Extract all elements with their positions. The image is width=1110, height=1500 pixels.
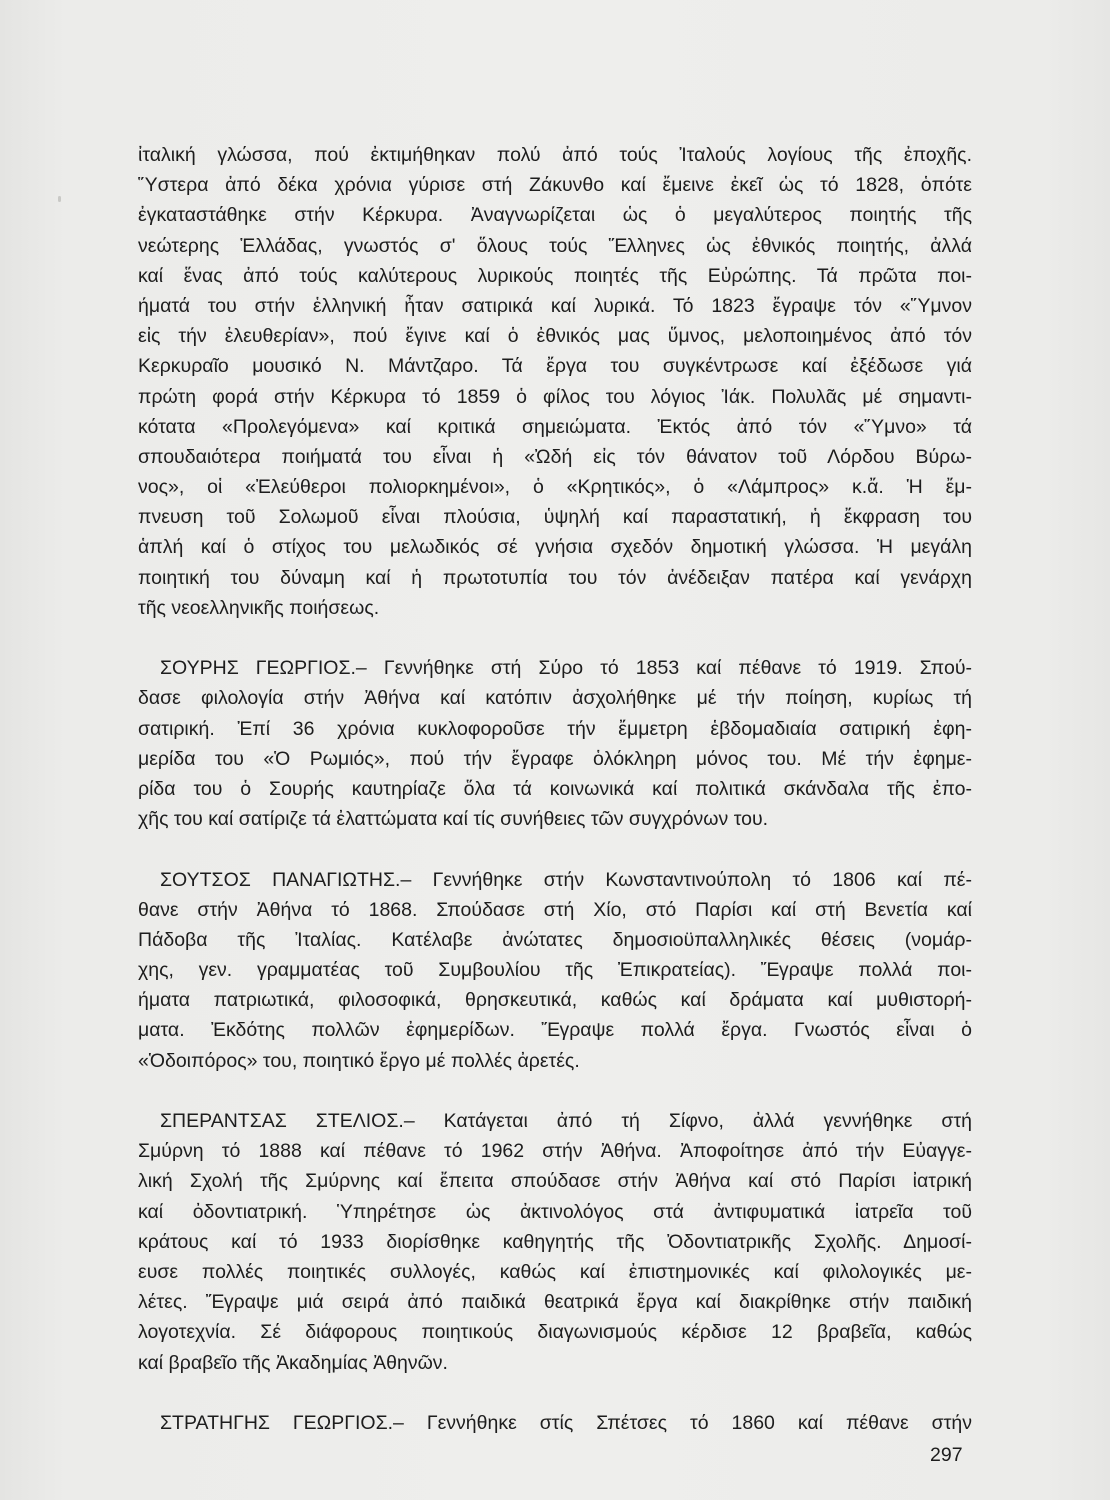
entry-heading-line: ΣΟΥΤΣΟΣ ΠΑΝΑΓΙΩΤΗΣ.– Γεννήθηκε στήν Κωνσταντινούπολη τό 1806 καί πέ- <box>160 868 972 891</box>
text-line: ποιητική του δύναμη καί ἡ πρωτοτυπία του τόν ἀνέδειξαν πατέρα καί γενάρχη <box>138 566 972 589</box>
paper-speck <box>58 196 61 202</box>
entry-heading-line: ΣΤΡΑΤΗΓΗΣ ΓΕΩΡΓΙΟΣ.– Γεννήθηκε στίς Σπέτσες τό 1860 καί πέθανε στήν <box>160 1411 972 1434</box>
text-line: καί ἕνας ἀπό τούς καλύτερους λυρικούς ποιητές τῆς Εὐρώπης. Τά πρῶτα ποι- <box>138 264 972 287</box>
text-body <box>138 140 972 1438</box>
text-line: ρίδα του ὁ Σουρής καυτηρίαζε ὅλα τά κοινωνικά καί πολιτικά σκάνδαλα τῆς ἐπο- <box>138 777 972 800</box>
paragraph-gap <box>138 834 972 864</box>
text-line: Σμύρνη τό 1888 καί πέθανε τό 1962 στήν Ἀθήνα. Ἀποφοίτησε ἀπό τήν Εὐαγγε- <box>138 1140 972 1163</box>
paragraph-gap <box>138 1378 972 1408</box>
entry-heading-line: ΣΟΥΡΗΣ ΓΕΩΡΓΙΟΣ.– Γεννήθηκε στή Σύρο τό 1853 καί πέθανε τό 1919. Σπού- <box>160 657 972 680</box>
text-line: ευσε πολλές ποιητικές συλλογές, καθώς καί ἐπιστημονικές καί φιλολογικές με- <box>138 1260 972 1283</box>
text-line: τῆς νεοελληνικῆς ποιήσεως. <box>138 596 380 619</box>
paragraph-gap <box>138 1076 972 1106</box>
entry-heading-line: ΣΠΕΡΑΝΤΣΑΣ ΣΤΕΛΙΟΣ.– Κατάγεται ἀπό τή Σίφνο, ἀλλά γεννήθηκε στή <box>160 1110 972 1132</box>
text-line: μερίδα του «Ὁ Ρωμιός», πού τήν ἔγραφε ὁλόκληρη μόνος του. Μέ τήν ἐφημε- <box>138 747 972 770</box>
text-line: λική Σχολή τῆς Σμύρνης καί ἔπειτα σπούδασε στήν Ἀθήνα καί στό Παρίσι ἰατρική <box>138 1170 972 1193</box>
text-line: ἐγκαταστάθηκε στήν Κέρκυρα. Ἀναγνωρίζεται ὡς ὁ μεγαλύτερος ποιητής τῆς <box>138 204 972 227</box>
text-line: καί ὀδοντιατρική. Ὑπηρέτησε ὡς ἀκτινολόγος στά ἀντιφυματικά ἰατρεῖα τοῦ <box>138 1200 972 1223</box>
text-line: δασε φιλολογία στήν Ἀθήνα καί κατόπιν ἀσχολήθηκε μέ τήν ποίηση, κυρίως τή <box>138 687 972 710</box>
text-line: ήματά του στήν ἑλληνική ἦταν σατιρικά καί λυρικά. Τό 1823 ἔγραψε τόν «Ὕμνον <box>138 294 972 317</box>
text-line: νος», οἱ «Ἐλεύθεροι πολιορκημένοι», ὁ «Κρητικός», ὁ «Λάμπρος» κ.ἄ. Ἡ ἔμ- <box>138 476 972 499</box>
text-line: καί βραβεῖο τῆς Ἀκαδημίας Ἀθηνῶν. <box>138 1351 448 1374</box>
text-line: σπουδαιότερα ποιήματά του εἶναι ἡ «Ὠδή εἰς τόν θάνατον τοῦ Λόρδου Βύρω- <box>138 445 972 468</box>
text-line: κότατα «Προλεγόμενα» καί κριτικά σημειώματα. Ἐκτός ἀπό τόν «Ὕμνο» τά <box>138 415 972 438</box>
text-line: ματα. Ἐκδότης πολλῶν ἐφημερίδων. Ἔγραψε πολλά ἔργα. Γνωστός εἶναι ὁ <box>138 1019 972 1042</box>
text-line: χης, γεν. γραμματέας τοῦ Συμβουλίου τῆς Ἐπικρατείας). Ἔγραψε πολλά ποι- <box>138 959 972 982</box>
text-line: θανε στήν Ἀθήνα τό 1868. Σπούδασε στή Χίο, στό Παρίσι καί στή Βενετία καί <box>138 898 972 921</box>
text-line: χῆς του καί σατίριζε τά ἐλαττώματα καί τίς συνήθειες τῶν συγχρόνων του. <box>138 808 769 831</box>
text-line: κράτους καί τό 1933 διορίσθηκε καθηγητής τῆς Ὀδοντιατρικῆς Σχολῆς. Δημοσί- <box>138 1230 972 1253</box>
text-line: νεώτερης Ἑλλάδας, γνωστός σ' ὅλους τούς Ἕλληνες ὡς ἐθνικός ποιητής, ἀλλά <box>138 234 972 257</box>
text-line: λέτες. Ἔγραψε μιά σειρά ἀπό παιδικά θεατρικά ἔργα καί διακρίθηκε στήν παιδική <box>138 1291 972 1314</box>
text-line: «Ὁδοιπόρος» του, ποιητικό ἔργο μέ πολλές ἀρετές. <box>138 1049 580 1072</box>
text-line: εἰς τήν ἐλευθερίαν», πού ἔγινε καί ὁ ἐθνικός μας ὕμνος, μελοποιημένος ἀπό τόν <box>138 325 972 348</box>
text-line: Πάδοβα τῆς Ἰταλίας. Κατέλαβε ἀνώτατες δημοσιοϋπαλληλικές θέσεις (νομάρ- <box>138 928 972 951</box>
text-line: σατιρική. Ἐπί 36 χρόνια κυκλοφοροῦσε τήν ἔμμετρη ἑβδομαδιαία σατιρική ἐφη- <box>138 717 972 740</box>
text-line: Ὕστερα ἀπό δέκα χρόνια γύρισε στή Ζάκυνθο καί ἔμεινε ἐκεῖ ὡς τό 1828, ὁπότε <box>138 174 972 197</box>
text-line: ήματα πατριωτικά, φιλοσοφικά, θρησκευτικά, καθώς καί δράματα καί μυθιστορή- <box>138 989 972 1012</box>
text-line: ἰταλική γλώσσα, πού ἐκτιμήθηκαν πολύ ἀπό τούς Ἰταλούς λογίους τῆς ἐποχῆς. <box>138 144 972 166</box>
page-number: 297 <box>930 1444 963 1466</box>
paragraph-gap <box>138 623 972 653</box>
text-line: λογοτεχνία. Σέ διάφορους ποιητικούς διαγωνισμούς κέρδισε 12 βραβεῖα, καθώς <box>138 1321 972 1344</box>
text-line: ἁπλή καί ὁ στίχος του μελωδικός σέ γνήσια σχεδόν δημοτική γλώσσα. Ἡ μεγάλη <box>138 536 972 559</box>
text-line: Κερκυραῖο μουσικό Ν. Μάντζαρο. Τά ἔργα του συγκέντρωσε καί ἐξέδωσε γιά <box>138 355 972 378</box>
text-line: πρώτη φορά στήν Κέρκυρα τό 1859 ὁ φίλος του λόγιος Ἰάκ. Πολυλᾶς μέ σημαντι- <box>138 385 972 408</box>
text-line: πνευση τοῦ Σολωμοῦ εἶναι πλούσια, ὑψηλή καί παραστατική, ἡ ἔκφραση του <box>138 506 972 529</box>
